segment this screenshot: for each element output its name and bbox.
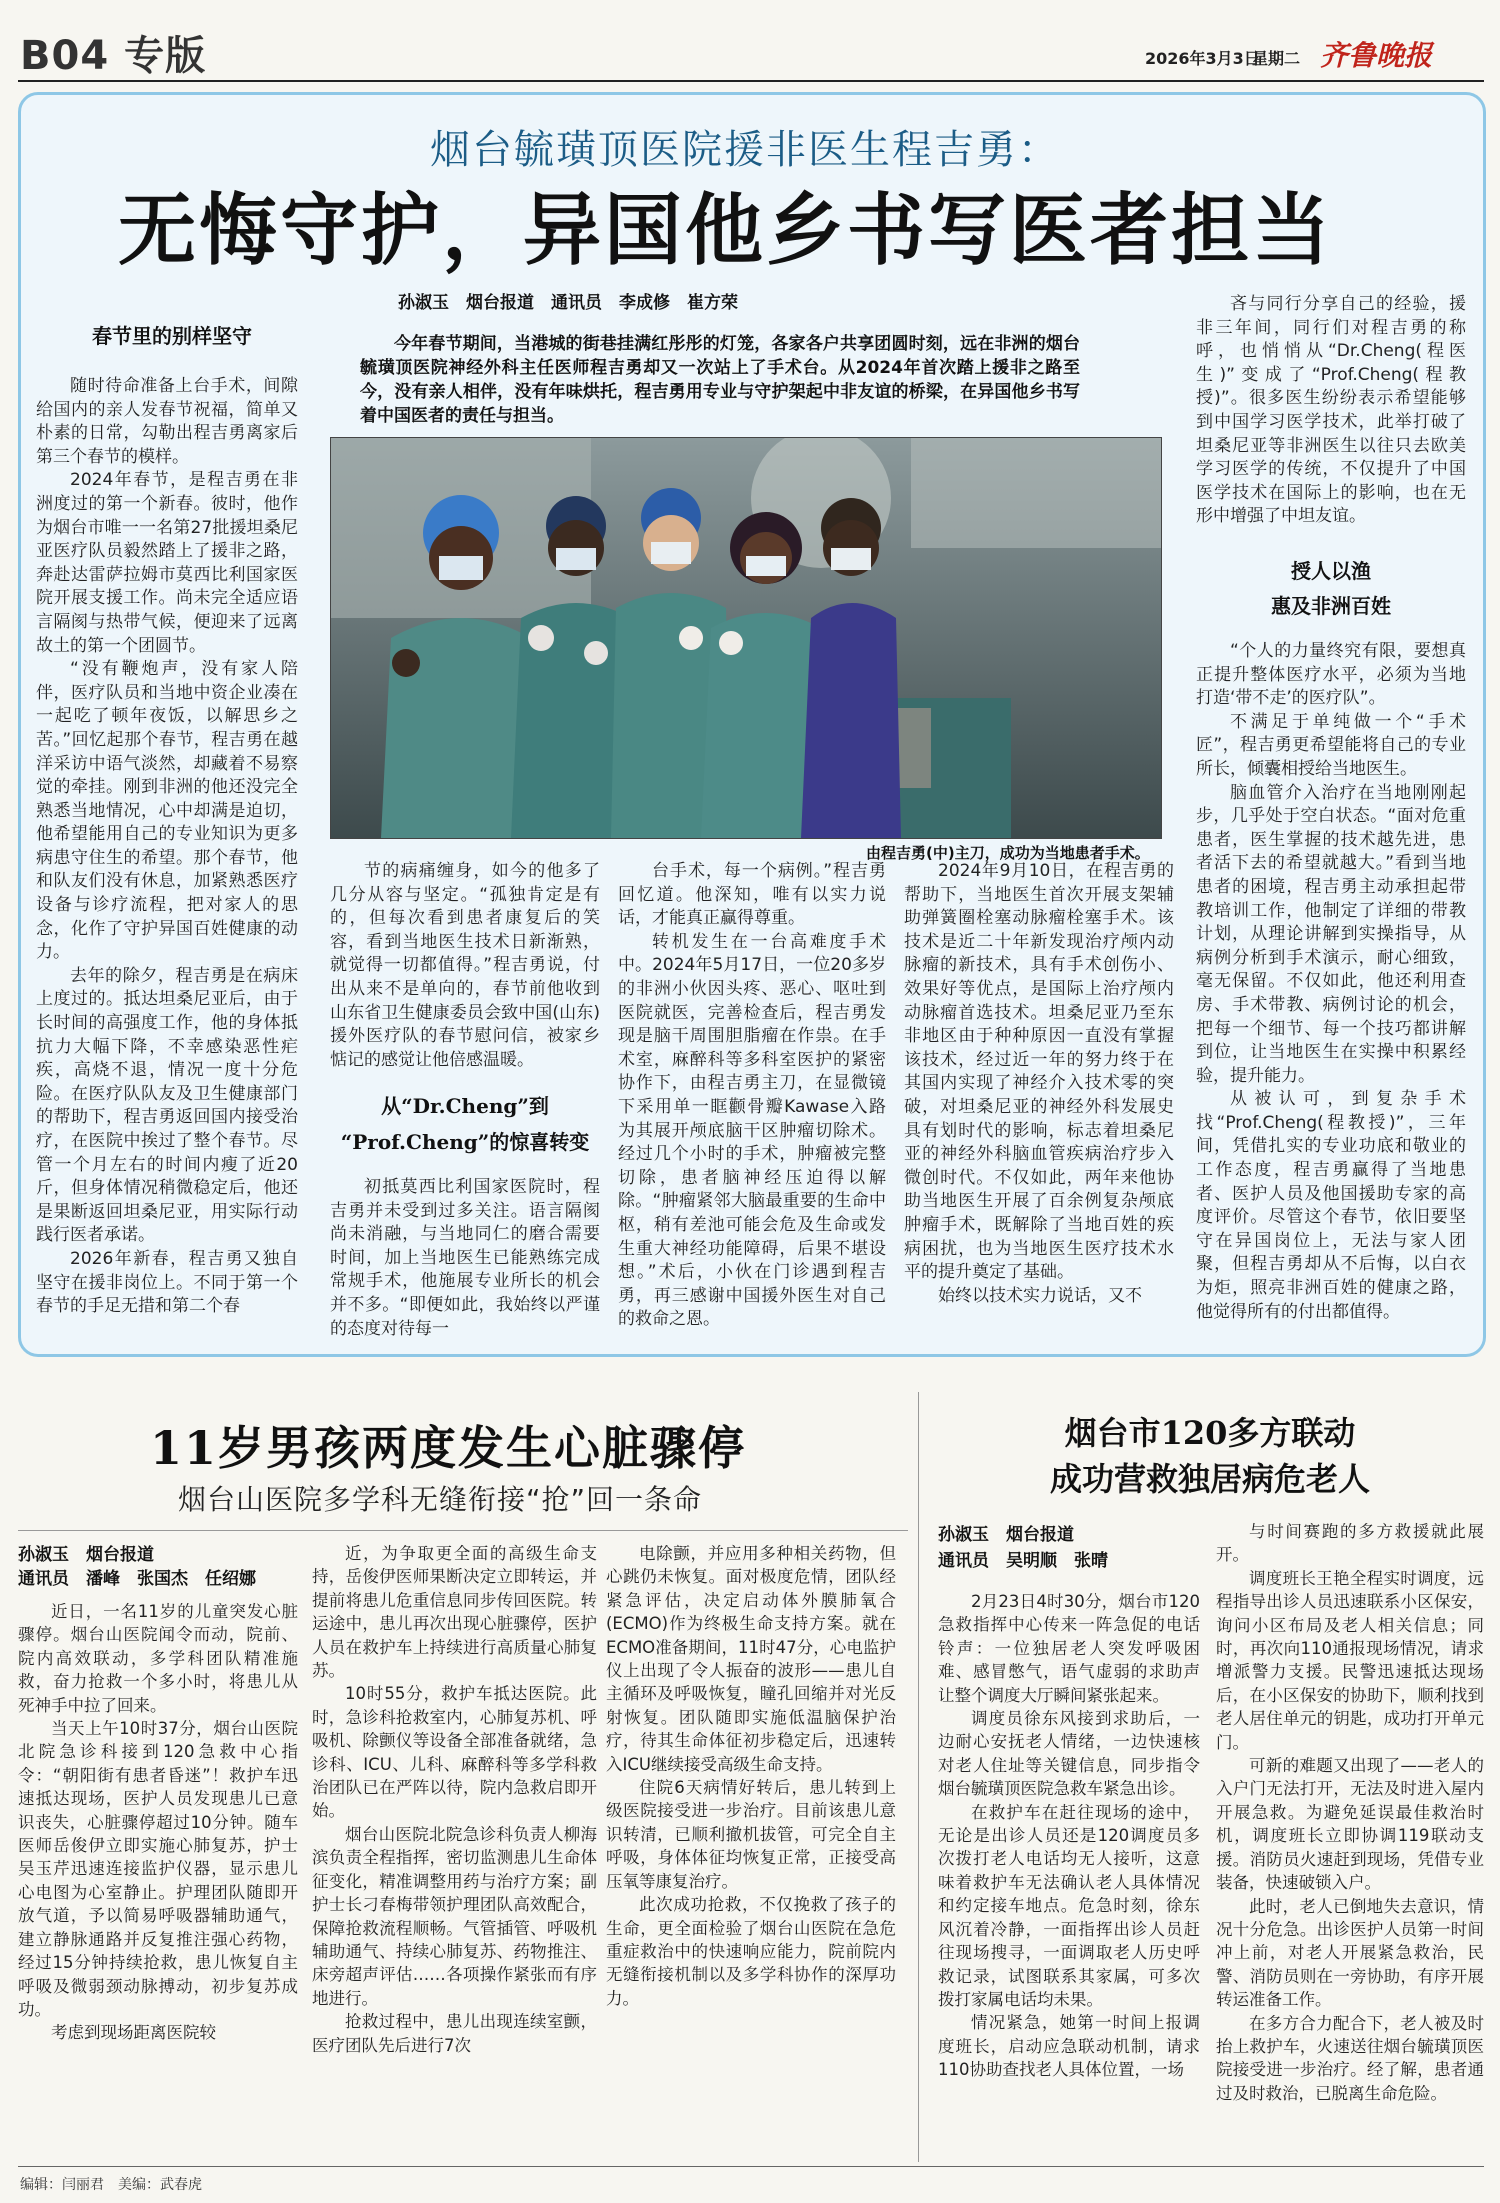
story2-col2: 近，为争取更全面的高级生命支持，岳俊伊医师果断决定立即转运，并提前将患儿危重信息同步传回医院。转运途中，患儿再次出现心脏骤停，医护人员在救护车上持续进行高质量心肺复苏。 10时55分，救护车抵达医院。此时，急诊科抢救室内，心肺复苏机、呼吸机、除颤仪等设备全部准备就绪，急诊科、ICU、儿科、麻醉科等多学科救治团队已在严阵以待，院内急救启即开始。 烟台山医院北院急诊科负责人柳海滨负责全程指挥，密切监测患儿生命体征变化，精准调整用药与治疗方案；副护士长刁春梅带领护理团队高效配合，保障抢救流程顺畅。气管插管、呼吸机辅助通气、持续心肺复苏、药物推注、床旁超声评估……各项操作紧张而有序地进行。 抢救过程中，患儿出现连续室颤，医疗团队先后进行7次	[312, 1544, 597, 2055]
story1-col2-heading-line1: 从“Dr.Cheng”到	[381, 1094, 549, 1118]
story1-col3: 台手术，每一个病例。”程吉勇回忆道。他深知，唯有以实力说话，才能真正赢得尊重。 转机发生在一台高难度手术中。2024年5月17日，一位20多岁的非洲小伙因头疼、恶心、呕吐到医院就医，完善检查后，程吉勇发现是脑干周围胆脂瘤在作祟。在手术室，麻醉科等多科室医护的紧密协作下，由程吉勇主刀，在显微镜下采用单一眶颧骨瓣Kawase入路为其展开颅底脑干区肿瘤切除术。经过几个小时的手术，肿瘤被完整切除，患者脑神经压迫得以解除。“肿瘤紧邻大脑最重要的生命中枢，稍有差池可能会危及生命或发生重大神经功能障碍，后果不堪设想。”术后，小伙在门诊遇到程吉勇，再三感谢中国援外医生对自己的救命之恩。	[618, 861, 886, 1330]
story3-headline-line2: 成功营救独居病危老人	[1049, 1460, 1370, 1498]
story1-lead: 今年春节期间，当港城的街巷挂满红彤彤的灯笼，各家各户共享团圆时刻，远在非洲的烟台毓璜顶医院神经外科主任医师程吉勇却又一次站上了手术台。从2024年首次踏上援非之路至今，没有亲人相伴，没有年味烘托，程吉勇用专业与守护架起中非友谊的桥梁，在异国他乡书写着中国医者的责任与担当。	[360, 334, 1080, 426]
story2-subhead: 烟台山医院多学科无缝衔接“抢”回一条命	[178, 1483, 703, 1516]
surgery-team-photo	[330, 437, 1162, 839]
surgery-team-illustration	[331, 438, 1161, 838]
story1-col5-heading-line1: 授人以渔	[1291, 559, 1371, 583]
section-label: B04 专版	[20, 33, 207, 79]
story2-col3: 电除颤，并应用多种相关药物，但心跳仍未恢复。面对极度危情，团队经紧急评估，决定启动体外膜肺氧合(ECMO)作为终极生命支持方案。就在ECMO准备期间，11时47分，心电监护仪上出现了令人振奋的波形——患儿自主循环及呼吸恢复，瞳孔回缩并对光反射恢复。团队随即实施低温脑保护治疗，待其生命体征初步稳定后，迅速转入ICU继续接受高级生命支持。 住院6天病情好转后，患儿转到上级医院接受进一步治疗。目前该患儿意识转清，已顺利撤机拔管，可完全自主呼吸，身体体征均恢复正常，正接受高压氧等康复治疗。 此次成功抢救，不仅挽救了孩子的生命，更全面检验了烟台山医院在急危重症救治中的快速响应能力，院前院内无缝衔接机制以及多学科协作的深厚功力。	[606, 1544, 896, 2008]
story2-divider	[18, 1530, 908, 1531]
story1-col5-heading-line2: 惠及非洲百姓	[1271, 594, 1391, 618]
footer-credits: 编辑：闫丽君 美编：武春虎	[20, 2177, 202, 2193]
story3-byline-line1: 孙淑玉 烟台报道	[938, 1525, 1074, 1545]
story2-byline-line1: 孙淑玉 烟台报道	[18, 1545, 154, 1565]
story2-headline: 11岁男孩两度发生心脏骤停	[150, 1421, 747, 1475]
story1-headline: 无悔守护，异国他乡书写医者担当	[118, 185, 1334, 276]
story3-col2: 与时间赛跑的多方救援就此展开。 调度班长王艳全程实时调度，远程指导出诊人员迅速联系小区保安，询问小区布局及老人相关信息；同时，再次向110通报现场情况，请求增派警力支援。民警迅速抵达现场后，在小区保安的协助下，顺利找到老人居住单元的钥匙，成功打开单元门。 可新的难题又出现了——老人的入户门无法打开，无法及时进入屋内开展急救。为避免延误最佳救治时机，调度班长立即协调119联动支援。消防员火速赶到现场，凭借专业装备，快速破锁入户。 此时，老人已倒地失去意识，情况十分危急。出诊医护人员第一时间冲上前，对老人开展紧急救治，民警、消防员则在一旁协助，有序开展转运准备工作。 在多方合力配合下，老人被及时抬上救护车，火速送往烟台毓璜顶医院接受进一步治疗。经了解，患者通过及时救治，已脱离生命危险。	[1216, 1522, 1484, 2103]
story1-col2-heading-line2: “Prof.Cheng”的惊喜转变	[340, 1130, 590, 1154]
story1-col5: 吝与同行分享自己的经验，援非三年间，同行们对程吉勇的称呼，也悄悄从“Dr.Cheng(程医生)”变成了“Prof.Cheng(程教授)”。很多医生纷纷表示希望能够到中国学习医学技术，此举打破了坦桑尼亚等非洲医生以往只去欧美学习医学的传统，不仅提升了中国医学技术在国际上的影响，也在无形中增强了中坦友谊。	[1196, 294, 1466, 527]
footer-rule	[18, 2166, 1484, 2167]
story3-col1: 2月23日4时30分，烟台市120急救指挥中心传来一阵急促的电话铃声：一位独居老人突发呼吸困难、感冒憋气，语气虚弱的求助声让整个调度大厅瞬间紧张起来。 调度员徐东风接到求助后，一边耐心安抚老人情绪，一边快速核对老人住址等关键信息，同步指令烟台毓璜顶医院急救车紧急出诊。 在救护车在赶往现场的途中，无论是出诊人员还是120调度员多次拨打老人电话均无人接听，这意味着救护车无法确认老人具体情况和约定接车地点。危急时刻，徐东风沉着冷静，一面指挥出诊人员赶往现场搜寻，一面调取老人历史呼救记录，试图联系其家属，可多次拨打家属电话均未果。 情况紧急，她第一时间上报调度班长，启动应急联动机制，请求110协助查找老人具体位置，一场	[938, 1592, 1200, 2080]
issue-weekday: 星期二	[1252, 49, 1301, 68]
photo-caption: 由程吉勇(中)主刀，成功为当地患者手术。	[866, 844, 1150, 862]
story1-col2: 节的病痛缠身，如今的他多了几分从容与坚定。“孤独肯定是有的，但每次看到患者康复后的笑容，看到当地医生技术日新渐熟，就觉得一切都值得。”程吉勇说，付出从来不是单向的，春节前他收到山东省卫生健康委员会致中国(山东)援外医疗队的春节慰问信，被家乡惦记的感觉让他倍感温暖。	[330, 861, 600, 1070]
column-divider	[918, 1392, 919, 2162]
story1-byline: 孙淑玉 烟台报道 通讯员 李成修 崔方荣	[398, 293, 738, 313]
story1-subhead: 烟台毓璜顶医院援非医生程吉勇：	[430, 127, 1060, 173]
masthead-logo: 齐鲁晚报	[1320, 39, 1433, 72]
issue-date: 2026年3月3日	[1145, 49, 1260, 68]
story1-col1: 随时待命准备上台手术，间隙给国内的亲人发春节祝福，简单又朴素的日常，勾勒出程吉勇离家后第三个春节的模样。 2024年春节，是程吉勇在非洲度过的第一个新春。彼时，他作为烟台市唯一一名第27批援坦桑尼亚医疗队员毅然踏上了援非之路，奔赴达雷萨拉姆市莫西比利国家医院开展支援工作。尚未完全适应语言隔阂与热带气候，便迎来了远离故土的第一个团圆节。 “没有鞭炮声，没有家人陪伴，医疗队员和当地中资企业凑在一起吃了顿年夜饭，以解思乡之苦。”回忆起那个春节，程吉勇在越洋采访中语气淡然，却藏着不易察觉的牵挂。刚到非洲的他还没完全熟悉当地情况，心中却满是迫切，他希望能用自己的专业知识为更多病患守住生的希望。那个春节，他和队友们没有休息，加紧熟悉医疗设备与诊疗流程，把对家人的思念，化作了守护异国百姓健康的动力。 去年的除夕，程吉勇是在病床上度过的。抵达坦桑尼亚后，由于长时间的高强度工作，他的身体抵抗力大幅下降，不幸感染恶性疟疾，高烧不退，情况一度十分危险。在医疗队队友及卫生健康部门的帮助下，程吉勇返回国内接受治疗，在医院中挨过了整个春节。尽管一个月左右的时间内瘦了近20斤，但身体情况稍微稳定后，他还是果断返回坦桑尼亚，用实际行动践行医者承诺。 2026年新春，程吉勇又独自坚守在援非岗位上。不同于第一个春节的手足无措和第二个春	[36, 376, 298, 1317]
story2-col1: 近日，一名11岁的儿童突发心脏骤停。烟台山医院闻令而动，院前、院内高效联动，多学科团队精准施救，奋力抢救一个多小时，将患儿从死神手中拉了回来。 当天上午10时37分，烟台山医院北院急诊科接到120急救中心指令：“朝阳街有患者昏迷”！救护车迅速抵达现场，医护人员发现患儿已意识丧失，心脏骤停超过10分钟。随车医师岳俊伊立即实施心肺复苏，护士吴玉芹迅速连接监护仪器，显示患儿心电图为心室静止。护理团队随即开放气道，予以简易呼吸器辅助通气，建立静脉通路并反复推注强心药物，经过15分钟持续抢救，患儿恢复自主呼吸及微弱颈动脉搏动，初步复苏成功。 考虑到现场距离医院较	[18, 1602, 298, 2043]
story2-byline-line2: 通讯员 潘峰 张国杰 任绍娜	[18, 1569, 256, 1589]
story3-headline-line1: 烟台市120多方联动	[1064, 1414, 1356, 1452]
header-rule	[18, 80, 1484, 82]
story1-col2b: 初抵莫西比利国家医院时，程吉勇并未受到过多关注。语言隔阂尚未消融，与当地同仁的磨合需要时间，加上当地医生已能熟练完成常规手术，他施展专业所长的机会并不多。“即便如此，我始终以严谨的态度对待每一	[330, 1177, 600, 1339]
story3-byline-line2: 通讯员 吴明顺 张晴	[938, 1551, 1108, 1571]
story1-col4: 2024年9月10日，在程吉勇的帮助下，当地医生首次开展支架辅助弹簧圈栓塞动脉瘤栓塞手术。该技术是近二十年新发现治疗颅内动脉瘤的新技术，具有手术创伤小、效果好等优点，是国际上治疗颅内动脉瘤首选技术。坦桑尼亚乃至东非地区由于种种原因一直没有掌握该技术，经过近一年的努力终于在其国内实现了神经介入技术零的突破，对坦桑尼亚的神经外科发展史具有划时代的影响，标志着坦桑尼亚的神经外科脑血管疾病治疗步入微创时代。不仅如此，两年来他协助当地医生开展了百余例复杂颅底肿瘤手术，既解除了当地百姓的疾病困扰，也为当地医生医疗技术水平的提升奠定了基础。 始终以技术实力说话，又不	[904, 861, 1174, 1306]
story1-col5b: “个人的力量终究有限，要想真正提升整体医疗水平，必须为当地打造‘带不走’的医疗队”。 不满足于单纯做一个“手术匠”，程吉勇更希望能将自己的专业所长，倾囊相授给当地医生。 脑血管介入治疗在当地刚刚起步，几乎处于空白状态。“面对危重患者，医生掌握的技术越先进，患者活下去的希望就越大。”看到当地患者的困境，程吉勇主动承担起带教培训工作，他制定了详细的带教计划，从理论讲解到实操指导，从病例分析到手术演示，耐心细致，毫无保留。不仅如此，他还利用查房、手术带教、病例讨论的机会，把每一个细节、每一个技巧都讲解到位，让当地医生在实操中积累经验，提升能力。 从被认可，到复杂手术找“Prof.Cheng(程教授)”，三年间，凭借扎实的专业功底和敬业的工作态度，程吉勇赢得了当地患者、医护人员及他国援助专家的高度评价。尽管这个春节，依旧要坚守在异国岗位上，无法与家人团聚，但程吉勇却从不后悔，以白衣为炬，照亮非洲百姓的健康之路，他觉得所有的付出都值得。	[1196, 641, 1466, 1322]
story1-col1-heading: 春节里的别样坚守	[92, 324, 252, 348]
